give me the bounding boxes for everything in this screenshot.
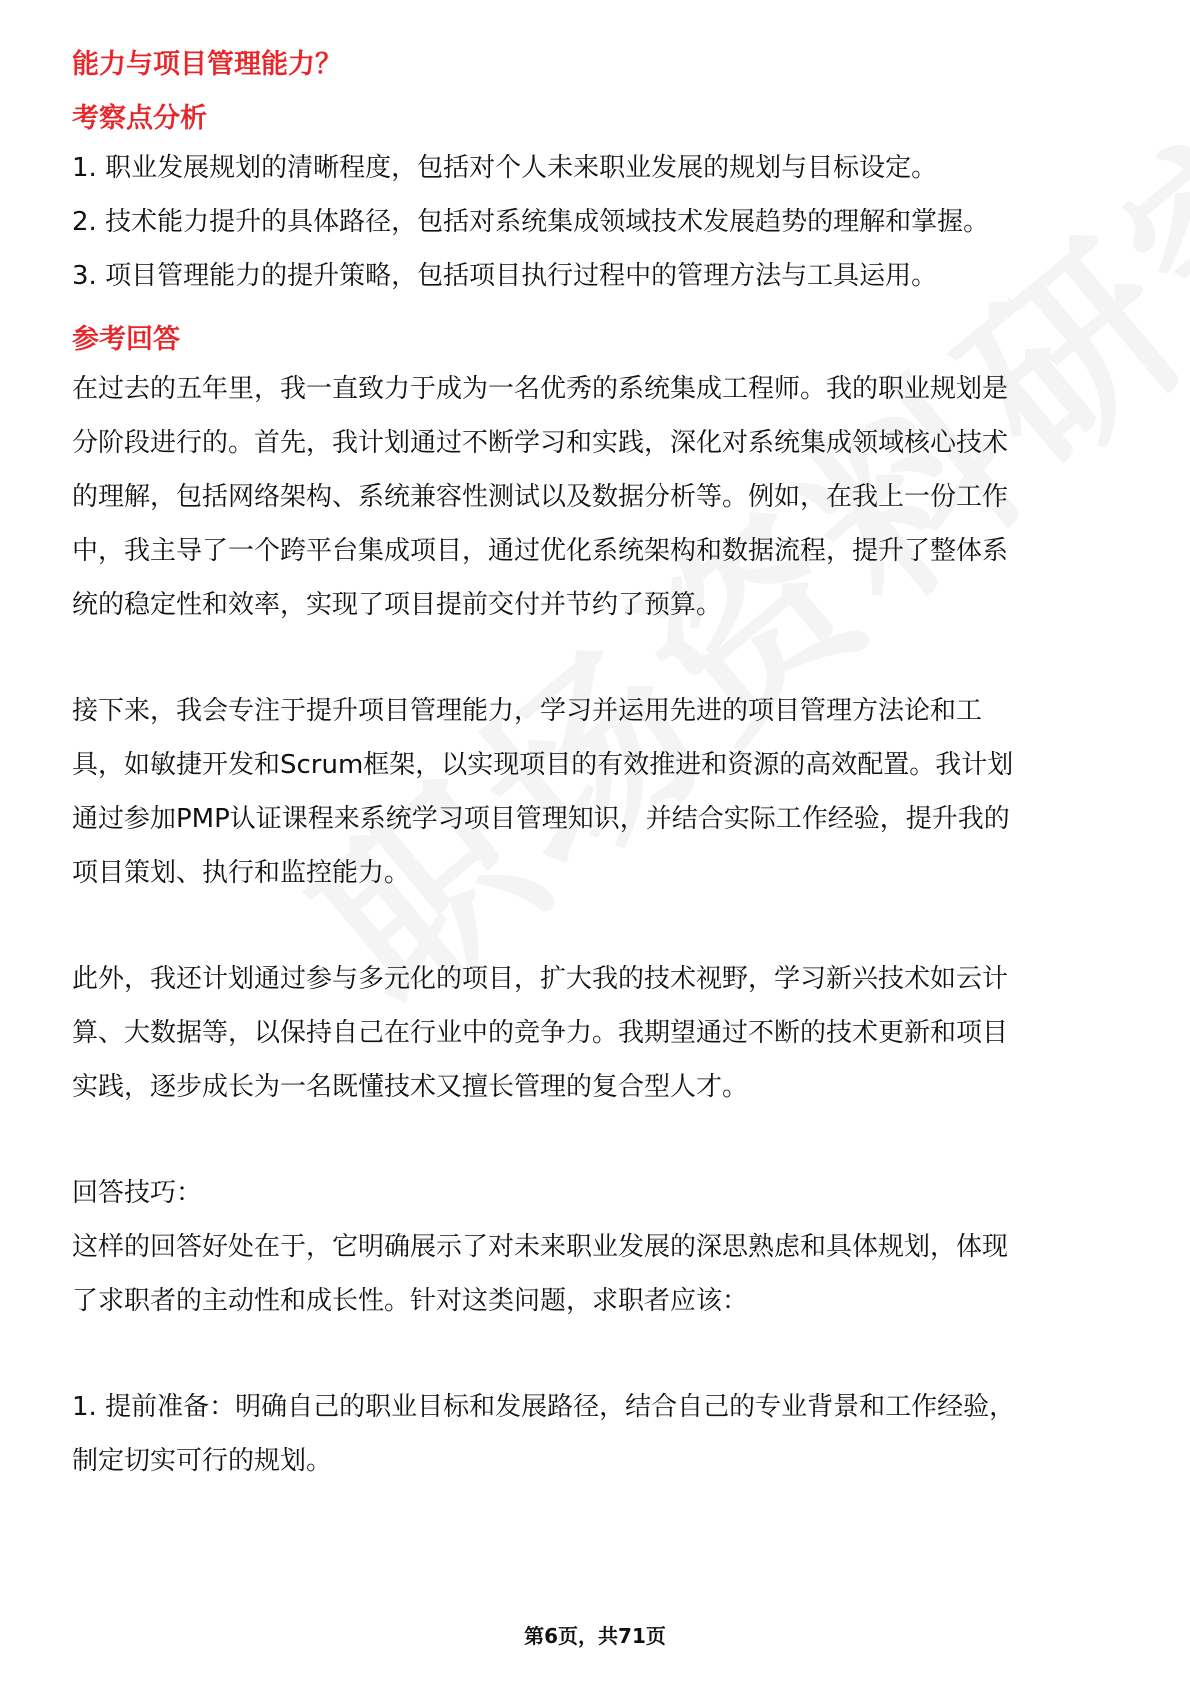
section-heading-answer: 参考回答 [72,324,180,355]
tip-1-line-1: 1. 提前准备：明确自己的职业目标和发展路径，结合自己的专业背景和工作经验， [72,1392,1016,1422]
answer-p1-line-2: 分阶段进行的。首先，我计划通过不断学习和实践，深化对系统集成领域核心技术 [72,428,1009,458]
section-heading-analysis: 考察点分析 [72,103,207,134]
tips-line-1: 这样的回答好处在于，它明确展示了对未来职业发展的深思熟虑和具体规划，体现 [72,1232,1009,1262]
answer-p1-line-4: 中，我主导了一个跨平台集成项目，通过优化系统架构和数据流程，提升了整体系 [72,536,1009,566]
answer-p2-line-3: 通过参加PMP认证课程来系统学习项目管理知识，并结合实际工作经验，提升我的 [72,804,1010,834]
tip-1-line-2: 制定切实可行的规划。 [72,1446,333,1476]
page-number-footer: 第6页，共71页 [524,1624,666,1648]
answer-p3-line-2: 算、大数据等，以保持自己在行业中的竞争力。我期望通过不断的技术更新和项目 [72,1018,1009,1048]
analysis-point-2: 2. 技术能力提升的具体路径，包括对系统集成领域技术发展趋势的理解和掌握。 [72,207,990,237]
answer-p3-line-3: 实践，逐步成长为一名既懂技术又擅长管理的复合型人才。 [72,1072,749,1102]
question-title-continued: 能力与项目管理能力？ [72,49,342,80]
answer-p1-line-3: 的理解，包括网络架构、系统兼容性测试以及数据分析等。例如，在我上一份工作 [72,482,1009,512]
answer-p2-line-4: 项目策划、执行和监控能力。 [72,858,411,888]
analysis-point-3: 3. 项目管理能力的提升策略，包括项目执行过程中的管理方法与工具运用。 [72,261,938,291]
tips-heading: 回答技巧： [72,1178,203,1208]
answer-p1-line-1: 在过去的五年里，我一直致力于成为一名优秀的系统集成工程师。我的职业规划是 [72,374,1009,404]
analysis-point-1: 1. 职业发展规划的清晰程度，包括对个人未来职业发展的规划与目标设定。 [72,153,938,183]
tips-line-2: 了求职者的主动性和成长性。针对这类问题，求职者应该： [72,1286,749,1316]
answer-p2-line-1: 接下来，我会专注于提升项目管理能力，学习并运用先进的项目管理方法论和工 [72,696,983,726]
answer-p3-line-1: 此外，我还计划通过参与多元化的项目，扩大我的技术视野，学习新兴技术如云计 [72,964,1009,994]
answer-p2-line-2: 具，如敏捷开发和Scrum框架，以实现项目的有效推进和资源的高效配置。我计划 [72,750,1014,780]
answer-p1-line-5: 统的稳定性和效率，实现了项目提前交付并节约了预算。 [72,590,723,620]
